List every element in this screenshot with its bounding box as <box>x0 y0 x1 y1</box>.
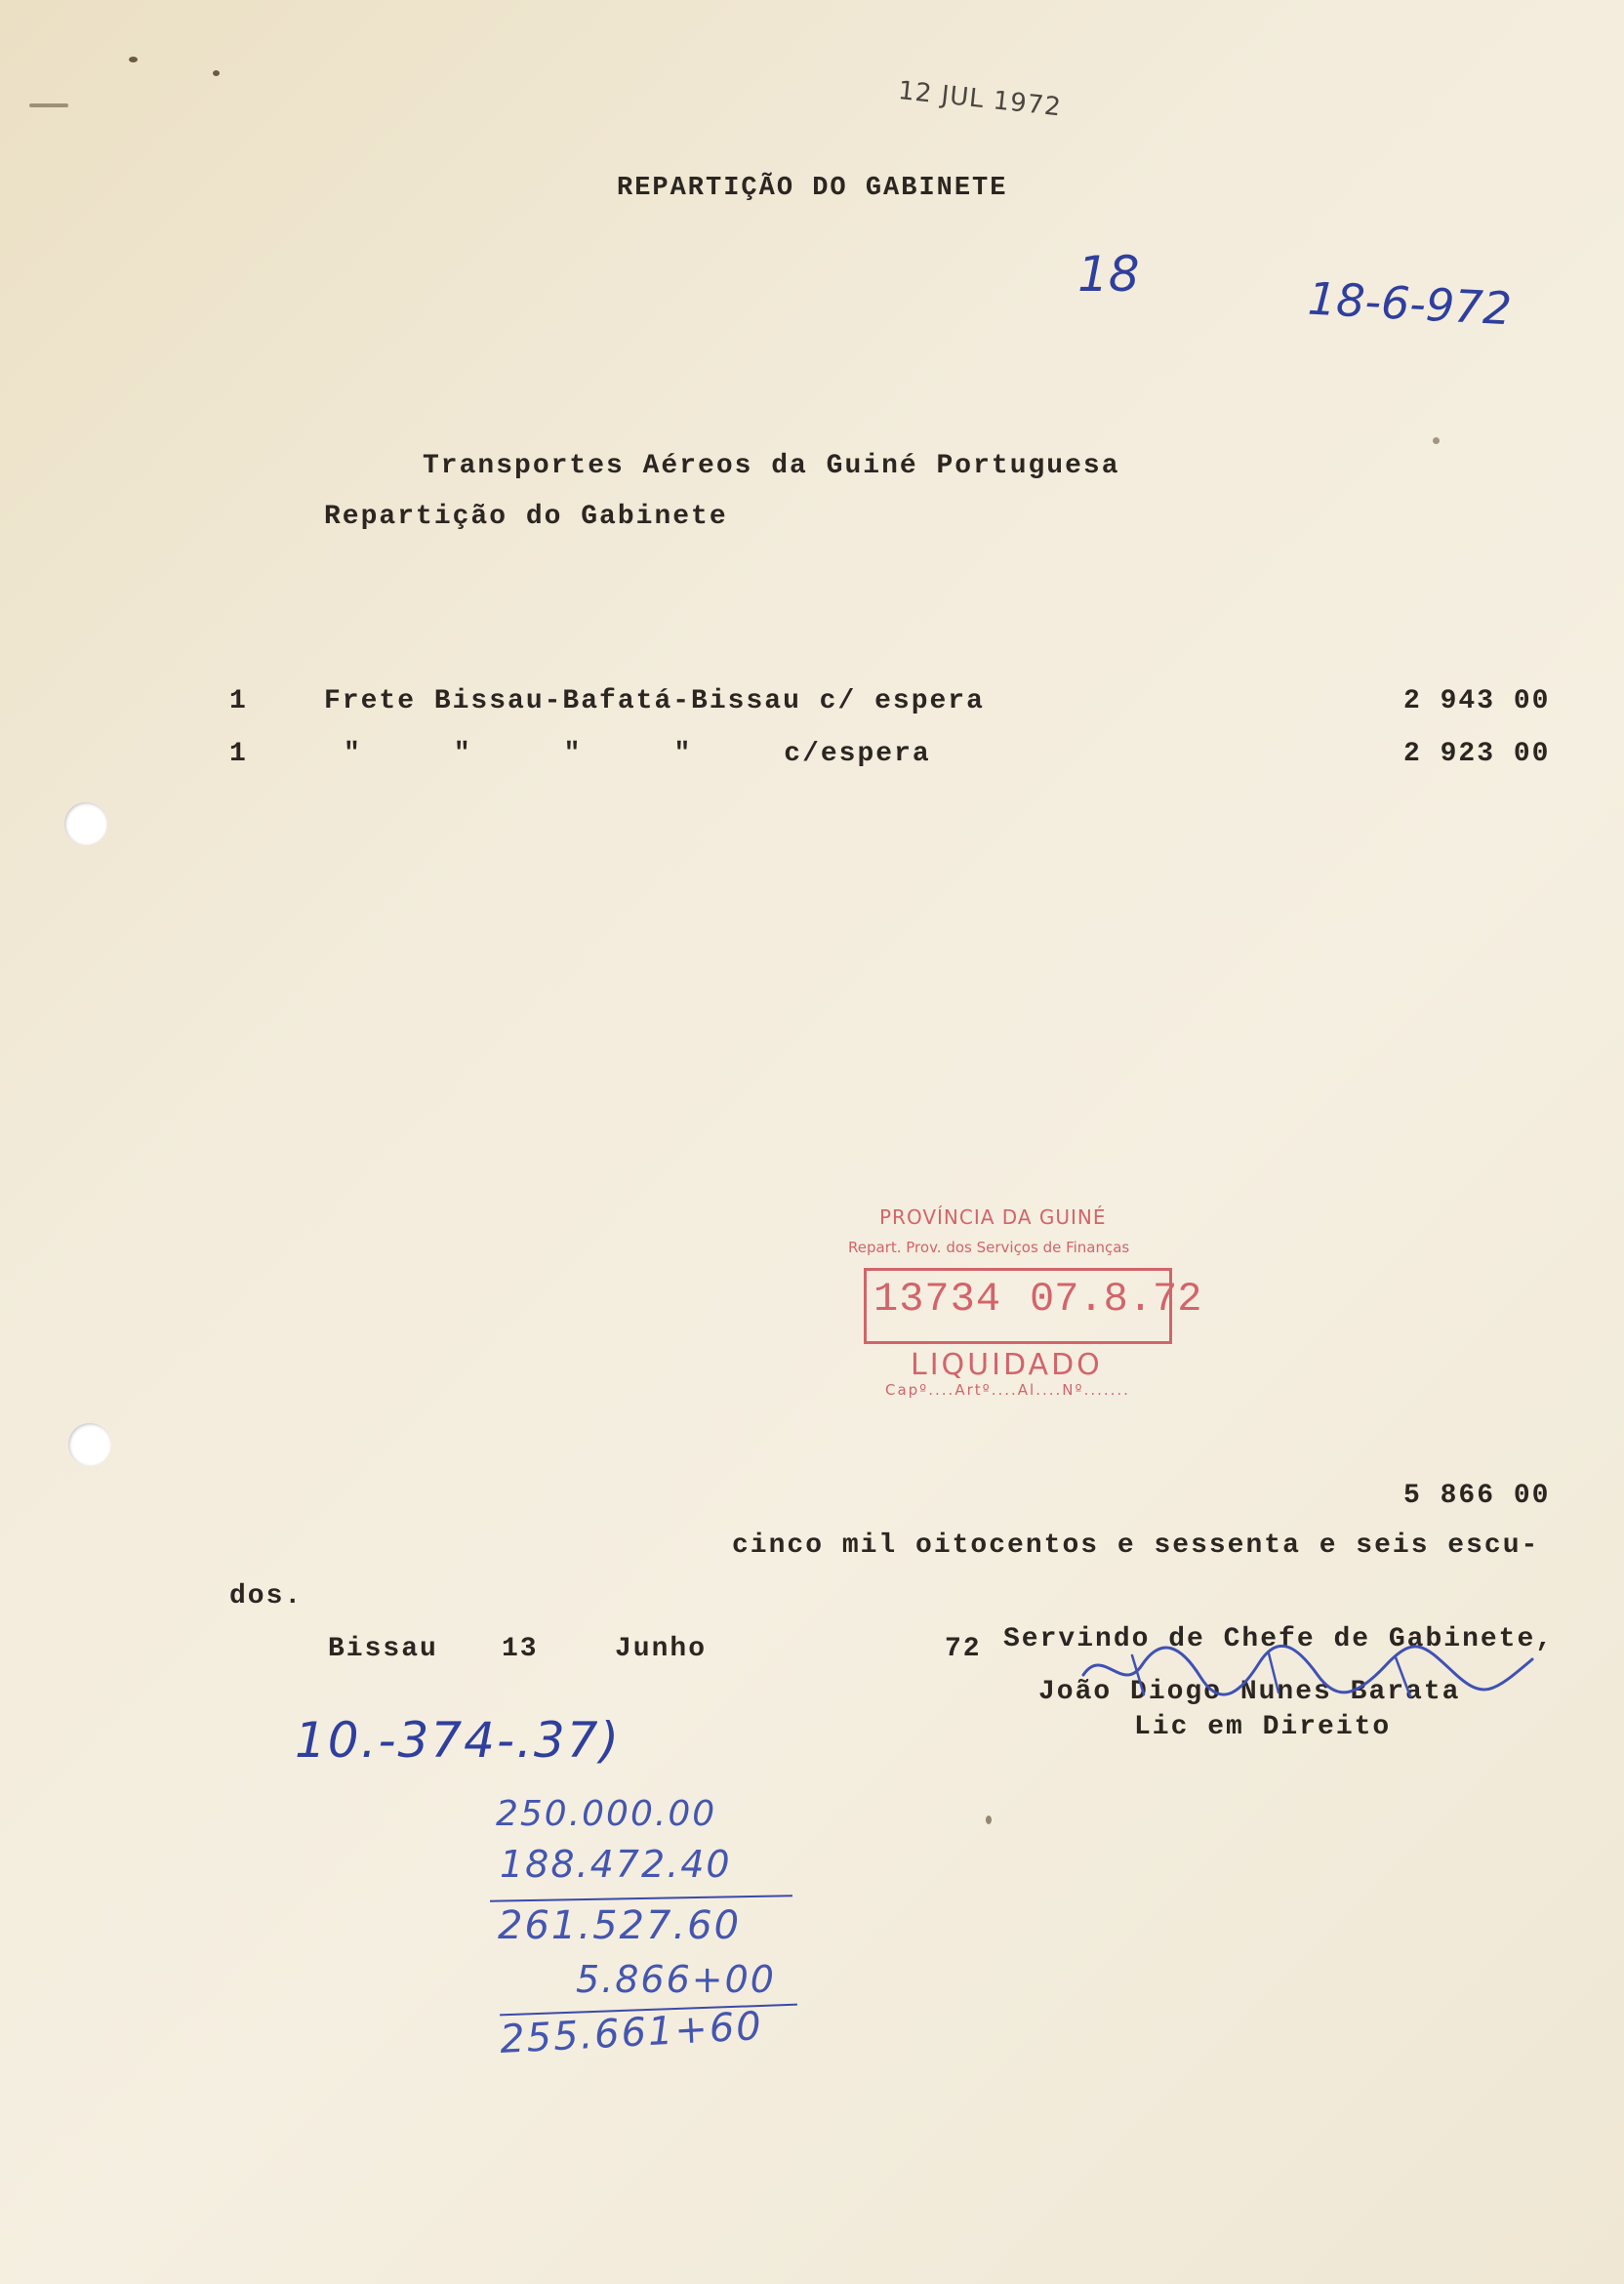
ink-speck <box>986 1815 992 1824</box>
item-qty: 1 <box>229 739 248 769</box>
handwritten-number: 18 <box>1077 246 1140 303</box>
stamp-status: LIQUIDADO <box>911 1348 1103 1382</box>
handwritten-reference: 10.-374-.37) <box>295 1712 622 1769</box>
calc-line: 255.661+60 <box>498 2003 764 2063</box>
place: Bissau <box>328 1634 438 1664</box>
ink-speck <box>29 103 68 107</box>
stamp-reference-line: Capº....Artº....Al....Nº....... <box>885 1381 1130 1399</box>
calc-line: 261.527.60 <box>498 1903 742 1948</box>
signer-degree: Lic em Direito <box>1134 1712 1392 1742</box>
signature-title: Servindo de Chefe de Gabinete, <box>1003 1624 1555 1654</box>
punch-hole <box>64 802 107 845</box>
date-year: 72 <box>945 1634 982 1664</box>
punch-hole <box>68 1423 111 1466</box>
ink-speck <box>213 70 220 76</box>
received-date-stamp: 12 JUL 1972 <box>896 76 1064 123</box>
signature-scribble <box>1074 1636 1542 1708</box>
header-title: REPARTIÇÃO DO GABINETE <box>617 174 1008 203</box>
stamp-date: 07.8.72 <box>1030 1276 1202 1323</box>
recipient-company: Transportes Aéreos da Guiné Portuguesa <box>423 451 1120 481</box>
signer-name: João Diogo Nunes Barata <box>1038 1677 1461 1707</box>
finance-stamp <box>844 1205 1210 1406</box>
recipient-department: Repartição do Gabinete <box>324 502 728 532</box>
item-description: Frete Bissau-Bafatá-Bissau c/ espera <box>324 686 985 716</box>
total-in-words-continued: dos. <box>229 1581 304 1611</box>
item-description: " " " " c/espera <box>344 739 931 769</box>
calc-line: 5.866+00 <box>576 1958 776 2001</box>
total-in-words: cinco mil oitocentos e sessenta e seis escu- <box>732 1530 1540 1561</box>
stamp-number: 13734 <box>873 1276 1002 1323</box>
stamp-department: Repart. Prov. dos Serviços de Finanças <box>848 1239 1130 1256</box>
date-day: 13 <box>502 1634 539 1664</box>
item-amount: 2 943 00 <box>1403 686 1551 716</box>
ink-speck <box>1433 437 1440 444</box>
date-month: Junho <box>615 1634 708 1664</box>
ink-speck <box>129 57 138 62</box>
total-amount: 5 866 00 <box>1403 1481 1551 1511</box>
handwritten-date: 18-6-972 <box>1306 271 1514 336</box>
item-qty: 1 <box>229 686 248 716</box>
item-amount: 2 923 00 <box>1403 739 1551 769</box>
calc-line: 188.472.40 <box>500 1843 732 1886</box>
stamp-province: PROVÍNCIA DA GUINÉ <box>879 1205 1107 1229</box>
calc-divider <box>490 1895 792 1901</box>
calc-line: 250.000.00 <box>496 1794 717 1834</box>
